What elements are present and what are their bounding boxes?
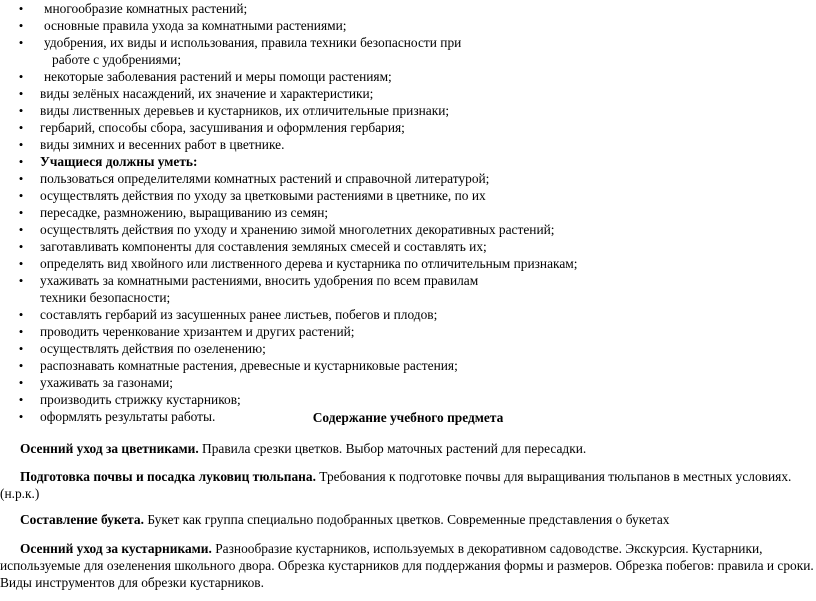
list-item — [0, 153, 816, 170]
bullet-icon — [17, 0, 25, 17]
list-item — [0, 391, 816, 408]
list-item-text: ухаживать за газонами; — [40, 375, 174, 390]
section-heading: Содержание учебного предмета — [312, 410, 504, 425]
list-item — [0, 85, 816, 102]
paragraph-bouquet — [0, 511, 816, 528]
paragraph-text: Букет как группа специально подобранных цветков. Современные представления о букетах — [143, 512, 670, 527]
paragraph-lead: Осенний уход за цветниками. — [20, 441, 199, 456]
bullet-icon — [17, 187, 25, 204]
list-item-text: удобрения, их виды и использования, правила техники безопасности при — [44, 35, 462, 50]
list-item-text: некоторые заболевания растений и меры помощи растениям; — [44, 69, 392, 84]
bullet-icon — [17, 102, 25, 119]
list-item-text: пересадке, размножению, выращиванию из семян; — [40, 205, 329, 220]
bullet-icon — [17, 68, 25, 85]
bullet-icon — [17, 17, 25, 34]
bullet-icon — [17, 323, 25, 340]
list-item-text: многообразие комнатных растений; — [44, 1, 248, 16]
list-item-text: пользоваться определителями комнатных растений и справочной литературой; — [40, 171, 490, 186]
paragraph-lead: Составление букета. — [20, 512, 144, 527]
list-item — [0, 0, 816, 17]
list-item — [0, 357, 816, 374]
list-item-continuation: техники безопасности; — [40, 290, 171, 305]
bullet-icon — [17, 170, 25, 187]
list-item — [0, 272, 816, 306]
list-item — [0, 34, 816, 68]
paragraph-lead: Подготовка почвы и посадка луковиц тюльпана. — [20, 469, 316, 484]
list-item-text: гербарий, способы сбора, засушивания и оформления гербария; — [40, 120, 405, 135]
list-item — [0, 204, 816, 221]
list-item — [0, 255, 816, 272]
list-item-text: проводить черенкование хризантем и других растений; — [40, 324, 355, 339]
list-item-text: виды зелёных насаждений, их значение и характеристики; — [40, 86, 374, 101]
bullet-icon — [17, 34, 25, 51]
bullet-icon — [17, 204, 25, 221]
list-item-text: осуществлять действия по уходу и хранению зимой многолетних декоративных растений; — [40, 222, 555, 237]
list-item — [0, 374, 816, 391]
paragraph-text: Разнообразие кустарников, используемых в декоративном садоводстве. Экскурсия. Кустарники, — [211, 541, 763, 556]
list-item — [0, 136, 816, 153]
bullet-icon — [17, 136, 25, 153]
bullet-icon — [17, 221, 25, 238]
list-item-text: осуществлять действия по озеленению; — [40, 341, 266, 356]
list-item-text: составлять гербарий из засушенных ранее листьев, побегов и плодов; — [40, 307, 438, 322]
list-item-text: определять вид хвойного или лиственного дерева и кустарника по отличительным признакам; — [40, 256, 578, 271]
bullet-icon — [17, 255, 25, 272]
bullet-icon — [17, 238, 25, 255]
bullet-icon — [17, 119, 25, 136]
paragraph-text: Требования к подготовке почвы для выращивания тюльпанов в местных условиях. — [315, 469, 792, 484]
list-item — [0, 238, 816, 255]
paragraph-autumn-shrubs — [0, 540, 816, 591]
paragraph-text: Правила срезки цветков. Выбор маточных растений для пересадки. — [198, 441, 587, 456]
paragraph-text-line3: Виды инструментов для обрезки кустарников. — [0, 575, 264, 590]
list-item-text: Учащиеся должны уметь: — [40, 154, 198, 169]
list-item — [0, 221, 816, 238]
bullet-icon — [17, 357, 25, 374]
list-item — [0, 323, 816, 340]
bullet-icon — [17, 391, 25, 408]
list-item — [0, 102, 816, 119]
list-item — [0, 340, 816, 357]
list-item-text: основные правила ухода за комнатными растениями; — [44, 18, 347, 33]
list-item-text: распознавать комнатные растения, древесные и кустарниковые растения; — [40, 358, 458, 373]
bullet-icon — [17, 306, 25, 323]
bullet-icon — [17, 340, 25, 357]
list-item — [0, 306, 816, 323]
bullet-icon — [17, 85, 25, 102]
list-item-text: оформлять результаты работы. — [40, 409, 216, 424]
bullet-icon — [17, 153, 25, 170]
list-item — [0, 187, 816, 204]
list-item-text: виды зимних и весенних работ в цветнике. — [40, 137, 285, 152]
list-item-text: ухаживать за комнатными растениями, вносить удобрения по всем правилам — [40, 273, 479, 288]
paragraph-text-line2: используемые для озеленения школьного двора. Обрезка кустарников для поддержания формы и размеров. Обрезка побегов: правила и сроки. — [0, 558, 814, 573]
list-item-continuation: работе с удобрениями; — [52, 52, 182, 67]
paragraph-lead: Осенний уход за кустарниками. — [20, 541, 212, 556]
bullet-icon — [17, 272, 25, 289]
list-item-text: виды лиственных деревьев и кустарников, их отличительные признаки; — [40, 103, 450, 118]
list-item — [0, 170, 816, 187]
list-item-text: осуществлять действия по уходу за цветковыми растениями в цветнике, по их — [40, 188, 486, 203]
bullet-icon — [17, 374, 25, 391]
paragraph-text-line2: (н.р.к.) — [0, 486, 40, 501]
list-item — [0, 119, 816, 136]
list-item-text: производить стрижку кустарников; — [40, 392, 241, 407]
paragraph-tulip-planting — [0, 468, 816, 502]
list-item — [0, 17, 816, 34]
paragraph-autumn-flowerbeds — [0, 440, 816, 457]
list-item-text: заготавливать компоненты для составления земляных смесей и составлять их; — [40, 239, 487, 254]
list-item — [0, 68, 816, 85]
